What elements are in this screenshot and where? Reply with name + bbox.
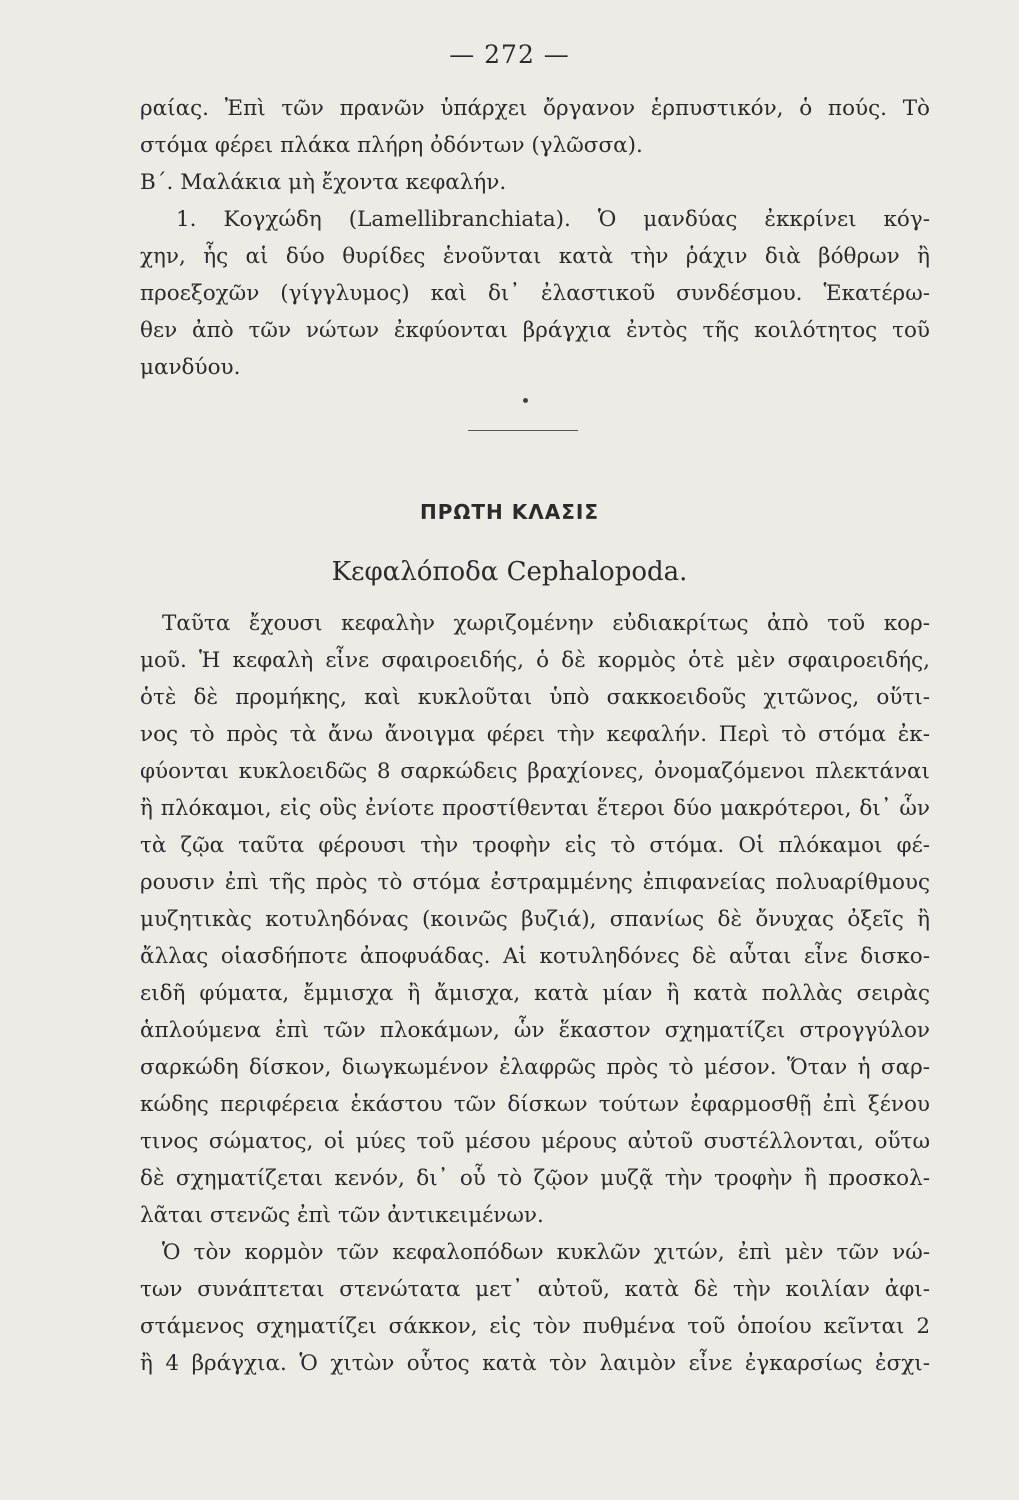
- text-line: ἢ 4 βράγχια. Ὁ χιτὼν οὗτος κατὰ τὸν λαιμὸν εἶνε ἐγκαρσίως ἐσχι-: [140, 1351, 930, 1376]
- text-line: λᾶται στενῶς ἐπὶ τῶν ἀντικειμένων.: [140, 1203, 544, 1228]
- text-line: νος τὸ πρὸς τὰ ἄνω ἄνοιγμα φέρει τὴν κεφαλήν. Περὶ τὸ στόμα ἐκ-: [140, 722, 930, 747]
- text-line: Ὁ τὸν κορμὸν τῶν κεφαλοπόδων κυκλῶν χιτών, ἐπὶ μὲν τῶν νώ-: [162, 1240, 930, 1265]
- text-line: θεν ἀπὸ τῶν νώτων ἐκφύονται βράγχια ἐντὸς τῆς κοιλότητος τοῦ: [140, 318, 930, 343]
- top-paragraphs: [140, 90, 930, 386]
- text-line: μανδύου.: [140, 355, 241, 380]
- text-line: δὲ σχηματίζεται κενόν, δι᾽ οὗ τὸ ζῷον μυζᾷ τὴν τροφὴν ἢ προσκολ-: [140, 1166, 930, 1191]
- text-line: ειδῆ φύματα, ἔμμισχα ἢ ἄμισχα, κατὰ μίαν ἢ κατὰ πολλὰς σειρὰς: [140, 981, 930, 1006]
- text-line: χην, ἧς αἱ δύο θυρίδες ἑνοῦνται κατὰ τὴν ῥάχιν διὰ βόθρων ἢ: [140, 244, 930, 269]
- text-line: Β΄. Μαλάκια μὴ ἔχοντα κεφαλήν.: [140, 170, 507, 195]
- text-line: Ταῦτα ἔχουσι κεφαλὴν χωριζομένην εὐδιακρίτως ἀπὸ τοῦ κορ-: [162, 611, 930, 636]
- text-line: κώδης περιφέρεια ἑκάστου τῶν δίσκων τούτων ἐφαρμοσθῇ ἐπὶ ξένου: [140, 1092, 930, 1117]
- text-line: ρουσιν ἐπὶ τῆς πρὸς τὸ στόμα ἐστραμμένης ἐπιφανείας πολυαρίθμους: [140, 870, 930, 895]
- ink-dot: [523, 398, 528, 403]
- page-number: — 272 —: [449, 40, 570, 69]
- text-line: μυζητικὰς κοτυληδόνας (κοινῶς βυζιά), σπανίως δὲ ὄνυχας ὀξεῖς ἢ: [140, 907, 930, 932]
- text-line: ραίας. Ἐπὶ τῶν πρανῶν ὑπάρχει ὄργανον ἑρπυστικόν, ὁ πούς. Τὸ: [140, 96, 930, 121]
- text-line: ἄλλας οἱασδήποτε ἀποφυάδας. Αἱ κοτυληδόνες δὲ αὗται εἶνε δισκο-: [140, 944, 930, 969]
- section-divider: [468, 430, 578, 431]
- class-subheading: Κεφαλόποδα Cephalopoda.: [331, 557, 688, 587]
- text-line: των συνάπτεται στενώτατα μετ᾽ αὐτοῦ, κατὰ δὲ τὴν κοιλίαν ἀφι-: [140, 1277, 930, 1302]
- text-line: σαρκώδη δίσκον, διωγκωμένον ἐλαφρῶς πρὸς τὸ μέσον. Ὅταν ἡ σαρ-: [140, 1055, 930, 1080]
- text-line: ἁπλούμενα ἐπὶ τῶν πλοκάμων, ὧν ἕκαστον σχηματίζει στρογγύλον: [140, 1018, 930, 1043]
- text-line: τινος σώματος, οἱ μύες τοῦ μέσου μέρους αὐτοῦ συστέλλονται, οὕτω: [140, 1129, 930, 1154]
- body-paragraphs: [140, 605, 930, 1382]
- text-line: τὰ ζῷα ταῦτα φέρουσι τὴν τροφὴν εἰς τὸ στόμα. Οἱ πλόκαμοι φέ-: [140, 833, 930, 858]
- class-heading: ΠΡΩΤΗ ΚΛΑΣΙΣ: [420, 500, 599, 524]
- text-line: στόμα φέρει πλάκα πλήρη ὀδόντων (γλῶσσα).: [140, 133, 643, 158]
- text-line: μοῦ. Ἡ κεφαλὴ εἶνε σφαιροειδής, ὁ δὲ κορμὸς ὁτὲ μὲν σφαιροειδής,: [140, 648, 930, 673]
- text-line: φύονται κυκλοειδῶς 8 σαρκώδεις βραχίονες, ὀνομαζόμενοι πλεκτάναι: [140, 759, 930, 784]
- text-line: ὁτὲ δὲ προμήκης, καὶ κυκλοῦται ὑπὸ σακκοειδοῦς χιτῶνος, οὕτι-: [140, 685, 930, 710]
- text-line: 1. Κογχώδη (Lamellibranchiata). Ὁ μανδύας ἐκκρίνει κόγ-: [176, 207, 930, 232]
- text-line: προεξοχῶν (γίγγλυμος) καὶ δι᾽ ἐλαστικοῦ συνδέσμου. Ἑκατέρω-: [140, 281, 930, 306]
- text-line: στάμενος σχηματίζει σάκκον, εἰς τὸν πυθμένα τοῦ ὁποίου κεῖνται 2: [140, 1314, 930, 1339]
- text-line: ἢ πλόκαμοι, εἰς οὓς ἐνίοτε προστίθενται ἕτεροι δύο μακρότεροι, δι᾽ ὧν: [140, 796, 930, 821]
